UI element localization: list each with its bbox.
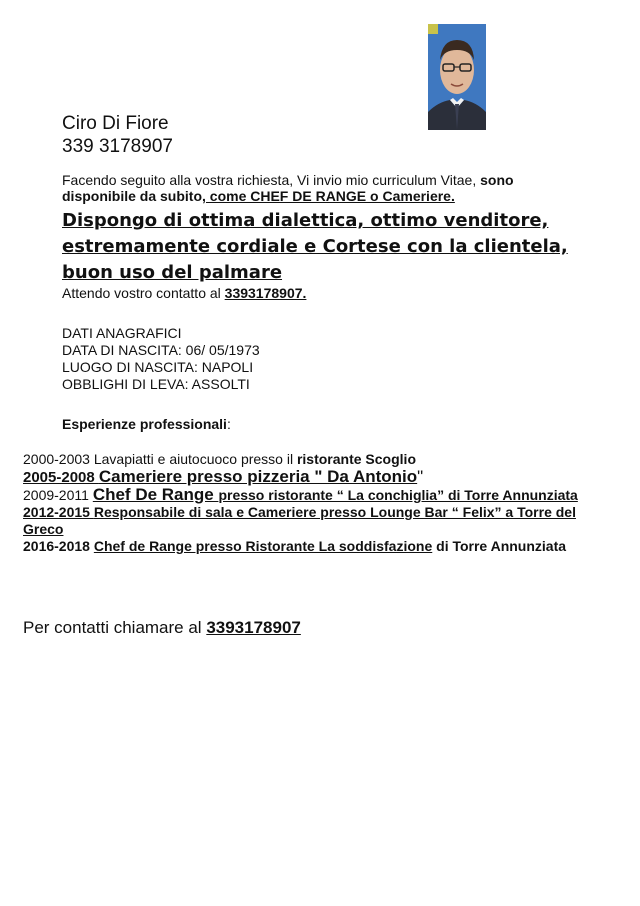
experience-years: 2009-2011 <box>23 487 93 503</box>
personal-data-title: DATI ANAGRAFICI <box>62 325 182 341</box>
birth-place: LUOGO DI NASCITA: NAPOLI <box>62 359 254 375</box>
profile-photo <box>428 24 486 130</box>
intro-paragraph <box>62 172 582 204</box>
personal-data-section <box>62 325 260 393</box>
footer-contact-number: 3393178907 <box>206 618 301 637</box>
experience-item <box>23 538 583 555</box>
experience-item <box>23 486 583 504</box>
intro-text: Facendo seguito alla vostra richiesta, Vi invio mio curriculum Vitae, <box>62 172 481 188</box>
birth-date: DATA DI NASCITA: 06/ 05/1973 <box>62 342 260 358</box>
experience-years: 2012-2015 <box>23 504 94 520</box>
await-contact-number: 3393178907. <box>224 285 307 301</box>
experience-role: Chef de Range presso Ristorante La soddisfazione <box>93 538 433 554</box>
footer-contact-text: Per contatti chiamare al <box>23 618 207 637</box>
candidate-name: Ciro Di Fiore <box>62 113 169 134</box>
experience-list <box>23 451 583 555</box>
experience-place: di Torre Annunziata <box>432 538 567 554</box>
experience-role: Lavapiatti e aiutocuoco presso il <box>93 451 297 467</box>
availability-text: sono disponibile da subito <box>62 172 514 204</box>
skills-statement: Dispongo di ottima dialettica, ottimo venditore, estremamente cordiale e Cortese con la clientela, buon uso del palmare <box>62 210 568 283</box>
footer-contact <box>23 618 301 638</box>
experience-role: Cameriere presso pizzeria " Da Antonio <box>98 467 418 486</box>
experience-place: presso ristorante “ La conchiglia” di Torre Annunziata <box>218 487 578 503</box>
military-service: OBBLIGHI DI LEVA: ASSOLTI <box>62 376 250 392</box>
experience-item <box>23 451 583 468</box>
experience-years: 2005-2008 <box>23 469 99 486</box>
await-contact-text: Attendo vostro contatto al <box>62 285 225 301</box>
experience-title-colon: : <box>226 416 231 432</box>
experience-years: 2016-2018 <box>23 538 94 554</box>
candidate-phone: 339 3178907 <box>62 136 173 157</box>
experience-heading <box>62 416 231 432</box>
await-contact-line <box>62 285 306 301</box>
experience-years: 2000-2003 <box>23 451 94 467</box>
experience-role: Responsabile di sala e Cameriere presso Lounge Bar “ Felix” a Torre del Greco <box>23 504 576 537</box>
experience-quote: " <box>417 467 424 486</box>
experience-item <box>23 504 583 538</box>
position-text: , come CHEF DE RANGE o Cameriere. <box>202 188 455 204</box>
experience-title: Esperienze professionali <box>62 416 227 432</box>
experience-place: ristorante Scoglio <box>296 451 416 467</box>
experience-item <box>23 468 583 486</box>
experience-role: Chef De Range <box>92 485 219 504</box>
